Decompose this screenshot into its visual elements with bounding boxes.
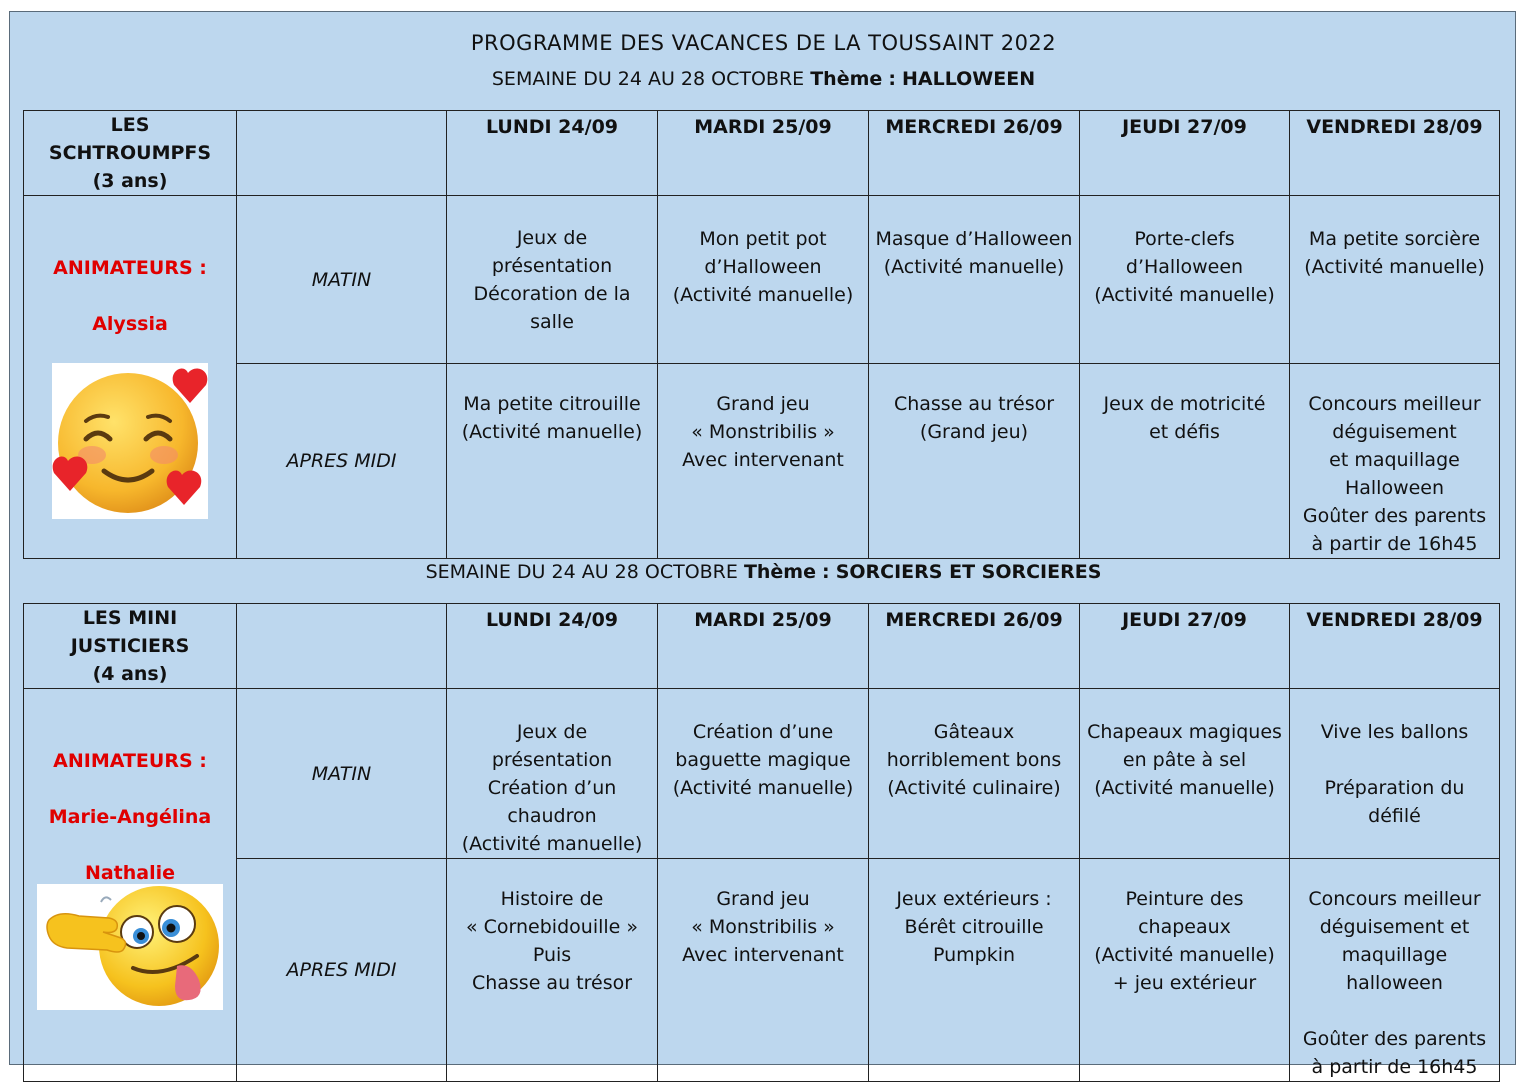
activity-line: (Activité manuelle) — [1094, 284, 1275, 306]
activity-line: Chasse au trésor — [893, 393, 1055, 415]
week-1-day-tuesday: MARDI 25/09 — [658, 111, 869, 196]
week-2-table — [23, 603, 1500, 1082]
week-2-blank-header — [237, 604, 447, 689]
week-2-mon-morning — [447, 689, 658, 859]
activity-line: Concours meilleur — [1308, 888, 1481, 910]
week-1-slot-afternoon: APRES MIDI — [237, 364, 447, 559]
activity-line: et défis — [1149, 421, 1220, 443]
week-1-animators-label: ANIMATEURS : — [53, 257, 207, 279]
week-1-tue-afternoon — [658, 364, 869, 559]
activity-line: en pâte à sel — [1122, 749, 1247, 771]
activity-line: Goûter des parents — [1302, 1028, 1487, 1050]
activity-line: présentation — [491, 254, 613, 277]
week-1-wed-afternoon — [869, 364, 1080, 559]
week-2-theme-label: Thème — [743, 561, 816, 583]
activity-line: Ma petite citrouille — [463, 393, 641, 415]
week-1-fri-morning — [1290, 196, 1500, 364]
week-2-prefix: SEMAINE DU 24 AU 28 OCTOBRE — [425, 561, 738, 583]
activity-line: Masque d’Halloween — [875, 228, 1073, 250]
activity-line: Création d’une — [692, 721, 834, 743]
week-1-thu-afternoon — [1080, 364, 1290, 559]
week-1-tue-morning — [658, 196, 869, 364]
activity-line: (Activité manuelle) — [461, 421, 643, 443]
week-1-mon-morning — [447, 196, 658, 364]
week-2-thu-morning — [1080, 689, 1290, 859]
week-1-day-friday: VENDREDI 28/09 — [1290, 111, 1500, 196]
activity-line: chaudron — [507, 805, 597, 827]
activity-line: Porte-clefs — [1134, 228, 1235, 250]
week-1-thu-morning — [1080, 196, 1290, 364]
week-2-thu-afternoon — [1080, 859, 1290, 1082]
activity-line: (Activité culinaire) — [887, 777, 1061, 799]
activity-line: à partir de 16h45 — [1311, 533, 1478, 555]
activity-line: (Grand jeu) — [919, 421, 1029, 443]
group-line: (4 ans) — [92, 663, 168, 685]
activity-line: Grand jeu — [716, 888, 810, 910]
week-2-animator-name: Marie-Angélina — [48, 806, 212, 828]
activity-line: maquillage halloween — [1341, 944, 1448, 994]
activity-line: Mon petit pot — [699, 228, 827, 250]
activity-line: salle — [530, 310, 574, 333]
activity-line: et maquillage — [1329, 449, 1460, 471]
activity-line: Pumpkin — [932, 944, 1016, 966]
week-1-header-row — [24, 111, 1500, 196]
week-2-fri-morning — [1290, 689, 1500, 859]
page-title: PROGRAMME DES VACANCES DE LA TOUSSAINT 2022 — [470, 31, 1057, 55]
week-2-header-row — [24, 604, 1500, 689]
activity-line: + jeu extérieur — [1112, 972, 1257, 994]
activity-line: d’Halloween — [704, 256, 822, 278]
activity-line: Jeux de motricité — [1103, 393, 1266, 415]
group-line: LES — [110, 114, 150, 136]
week-1-day-wednesday: MERCREDI 26/09 — [869, 111, 1080, 196]
activity-line: (Activité manuelle) — [1094, 777, 1275, 799]
week-2-theme-name: SORCIERS ET SORCIERES — [835, 561, 1102, 583]
week-2-mon-afternoon — [447, 859, 658, 1082]
activity-line: Création d’un — [487, 777, 617, 799]
activity-line: baguette magique — [675, 749, 851, 771]
week-1-theme-name: HALLOWEEN — [901, 68, 1036, 90]
week-2-fri-afternoon — [1290, 859, 1500, 1082]
group-line: JUSTICIERS — [70, 635, 190, 657]
activity-line: Histoire de — [500, 888, 604, 910]
activity-line: Ma petite sorcière — [1308, 228, 1481, 250]
week-1-animator-name: Alyssia — [92, 313, 168, 335]
activity-line: Jeux extérieurs : — [896, 888, 1052, 910]
activity-line: (Activité manuelle) — [1094, 944, 1275, 966]
week-2-day-friday: VENDREDI 28/09 — [1290, 604, 1500, 689]
week-1-fri-afternoon — [1290, 364, 1500, 559]
activity-line: Jeux de — [516, 226, 588, 249]
activity-line: d’Halloween — [1125, 256, 1244, 278]
week-1-prefix: SEMAINE DU 24 AU 28 OCTOBRE — [491, 68, 805, 90]
activity-line: Avec intervenant — [682, 449, 844, 471]
week-2-tue-morning — [658, 689, 869, 859]
activity-line: (Activité manuelle) — [1304, 256, 1485, 278]
week-2-group-name — [24, 604, 237, 689]
program-page — [9, 11, 1516, 1078]
activity-line: « Monstribilis » — [691, 916, 835, 938]
group-line: SCHTROUMPFS — [48, 142, 212, 164]
activity-line: Concours meilleur — [1308, 393, 1481, 415]
week-2-slot-morning: MATIN — [237, 689, 447, 859]
week-1-wed-morning — [869, 196, 1080, 364]
activity-line: Vive les ballons — [1320, 721, 1469, 743]
week-2-slot-afternoon: APRES MIDI — [237, 859, 447, 1082]
activity-line: Peinture des — [1125, 888, 1244, 910]
week-1-table — [23, 110, 1500, 559]
smiling-face-with-hearts-icon — [52, 363, 208, 519]
activity-line: (Activité manuelle) — [672, 777, 854, 799]
activity-line: Halloween — [1344, 477, 1445, 499]
week-2-theme-sep: : — [822, 561, 830, 583]
week-2-morning-row — [24, 689, 1500, 859]
activity-line: Gâteaux — [933, 721, 1015, 743]
week-1-afternoon-row — [24, 364, 1500, 559]
week-1-day-monday: LUNDI 24/09 — [447, 111, 658, 196]
group-line: LES MINI — [82, 607, 178, 629]
week-2-heading — [10, 561, 1517, 583]
activity-line: à partir de 16h45 — [1311, 1056, 1478, 1078]
week-2-day-wednesday: MERCREDI 26/09 — [869, 604, 1080, 689]
activity-line: Grand jeu — [716, 393, 810, 415]
week-1-blank-header — [237, 111, 447, 196]
week-1-morning-row — [24, 196, 1500, 364]
week-2-day-tuesday: MARDI 25/09 — [658, 604, 869, 689]
week-2-animators-cell — [24, 689, 237, 1082]
activity-line: horriblement bons — [886, 749, 1062, 771]
activity-line: « Cornebidouille » — [465, 916, 639, 938]
activity-line: Décoration de la — [473, 282, 631, 305]
group-line: (3 ans) — [92, 170, 168, 192]
activity-line: défilé — [1368, 805, 1421, 827]
activity-line: Chasse au trésor — [471, 972, 633, 994]
week-1-mon-afternoon — [447, 364, 658, 559]
week-2-afternoon-row — [24, 859, 1500, 1082]
week-1-animators-cell — [24, 196, 237, 559]
week-1-group-name — [24, 111, 237, 196]
week-1-heading — [10, 68, 1517, 90]
week-2-tue-afternoon — [658, 859, 869, 1082]
week-1-theme-sep: : — [888, 68, 896, 90]
activity-line: chapeaux — [1138, 916, 1231, 938]
activity-line: Avec intervenant — [682, 944, 844, 966]
week-2-day-monday: LUNDI 24/09 — [447, 604, 658, 689]
activity-line: Puis — [532, 944, 572, 966]
activity-line: (Activité manuelle) — [461, 833, 643, 855]
week-1-slot-morning: MATIN — [237, 196, 447, 364]
week-2-wed-morning — [869, 689, 1080, 859]
activity-spacer — [1294, 997, 1495, 1025]
week-2-day-thursday: JEUDI 27/09 — [1080, 604, 1290, 689]
activity-line: Goûter des parents — [1302, 505, 1487, 527]
activity-line: (Activité manuelle) — [883, 256, 1065, 278]
week-1-theme-label: Thème — [810, 68, 883, 90]
activity-line: déguisement — [1332, 421, 1457, 443]
week-2-animators-label: ANIMATEURS : — [53, 750, 207, 772]
activity-line: « Monstribilis » — [691, 421, 835, 443]
activity-line: Jeux de — [516, 721, 588, 743]
activity-line: présentation — [491, 749, 613, 771]
activity-line: (Activité manuelle) — [672, 284, 854, 306]
activity-line: Bérêt citrouille — [904, 916, 1044, 938]
week-2-animator-name: Nathalie — [84, 862, 176, 884]
week-2-wed-afternoon — [869, 859, 1080, 1082]
activity-spacer — [1294, 746, 1495, 774]
week-1-day-thursday: JEUDI 27/09 — [1080, 111, 1290, 196]
activity-line: Chapeaux magiques — [1087, 721, 1282, 743]
crazy-face-tongue-out-icon — [37, 884, 223, 1010]
activity-line: déguisement et — [1319, 916, 1470, 938]
activity-line: Préparation du — [1324, 777, 1465, 799]
